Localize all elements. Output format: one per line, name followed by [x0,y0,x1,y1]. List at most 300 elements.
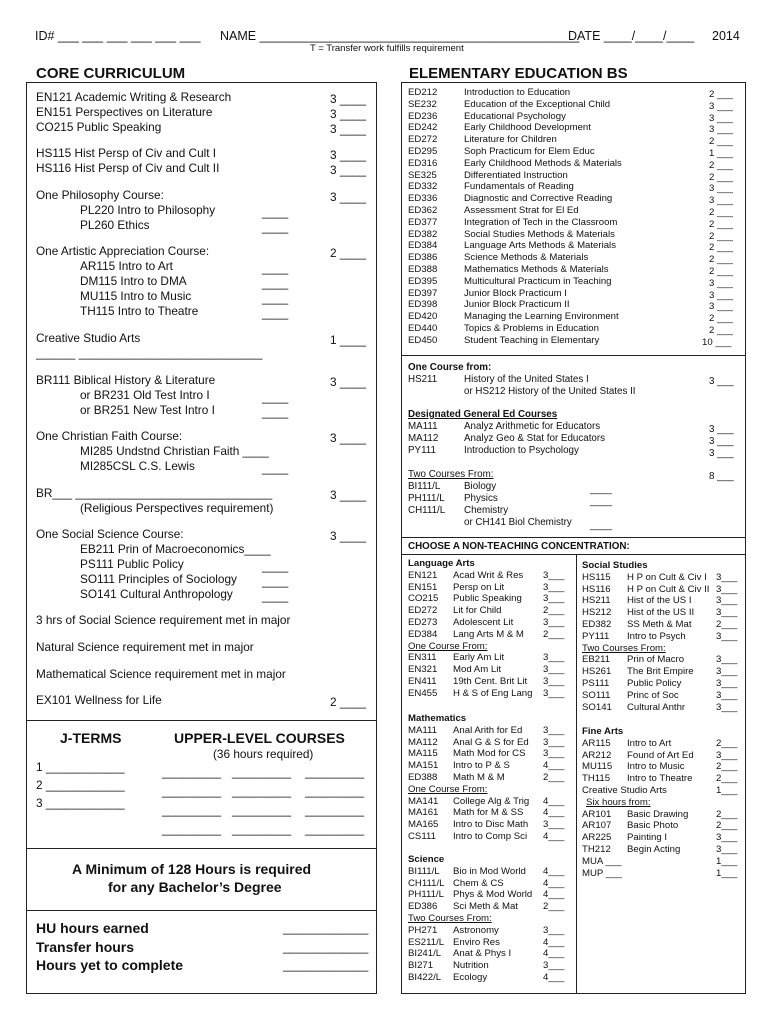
lang-code-3: ED272 [408,605,438,617]
minimum-line2: for any Bachelor’s Degree [108,879,282,895]
upper-blank-2-0[interactable]: _________ [162,803,222,817]
soc-name-4: SS Meth & Mat [627,619,692,630]
divider [401,554,746,555]
arts-name2-0: Basic Drawing [627,808,689,820]
desig-name-0: Analyz Arithmetic for Educators [464,421,601,432]
lang-hours-3[interactable]: 2___ [543,605,565,617]
elem-name-17: Junior Block Practicum I [464,287,567,299]
lang-hours-1[interactable]: 3___ [543,581,565,593]
lang-code-5: ED384 [408,628,438,640]
core-course-14: ______ ____________________________ [36,346,263,360]
math-code-0: MA111 [408,724,437,736]
desig-code-2: PY111 [408,445,436,456]
core-hours-26[interactable]: ____ [262,574,289,588]
core-course-10: DM115 Intro to DMA [80,274,187,288]
core-course-27: SO141 Cultural Anthropology [80,587,233,601]
sci-name-1: Chem & CS [453,877,504,889]
elem-name-21: Student Teaching in Elementary [464,334,600,346]
core-hours-12[interactable]: ____ [262,306,289,320]
core-hours-27[interactable]: ____ [262,589,289,603]
sci-hours-1[interactable]: 4___ [543,877,565,889]
core-course-5: One Philosophy Course: [36,188,164,202]
soc-code-3: HS212 [582,607,612,619]
elem-code-3: ED242 [408,122,438,134]
lang-hours2-1[interactable]: 3___ [543,664,565,676]
core-course-6: PL220 Intro to Philosophy [80,203,216,217]
arts-code2-2: AR225 [582,832,612,844]
arts-name-1: Found of Art Ed [627,749,694,761]
soc-name-3: Hist of the US II [627,607,695,619]
soc-code-2: HS211 [582,595,611,607]
sci-code2-4: BI422/L [408,972,442,983]
core-hours-15[interactable]: 3 ____ [330,375,367,389]
sci-name-2: Phys & Mod World [453,889,533,901]
core-course-19: MI285 Undstnd Christian Faith ____ [80,444,269,458]
math-code-1: MA112 [408,736,438,748]
sci-code-3: ED386 [408,901,438,913]
arts-from: Six hours from: [586,796,651,808]
column-divider [576,554,577,994]
one-course-head: One Course from: [408,362,492,373]
core-hours-2[interactable]: 3 ____ [330,122,367,136]
arts-code-1: AR212 [582,749,612,761]
elem-code-7: SE325 [408,169,437,181]
sci-name2-2: Anat & Phys I [453,948,512,960]
core-course-22: (Religious Perspectives requirement) [80,501,274,515]
desig-code-1: MA112 [408,433,439,444]
two-courses-hours[interactable]: 8 ___ [709,471,734,482]
upper-blank-0-0[interactable]: _________ [162,765,222,779]
lang-hours-5[interactable]: 2___ [543,628,565,640]
elem-hours-0[interactable]: 2 ___ [709,89,734,100]
core-course-30: Mathematical Science requirement met in major [36,667,286,681]
arts-hours2-5[interactable]: 1___ [716,867,738,879]
core-title: CORE CURRICULUM [36,65,186,82]
sci-head: Science [408,854,445,865]
lang-name-1: Persp on Lit [453,581,505,593]
elem-name-4: Literature for Children [464,134,557,146]
soc-code-4: ED382 [582,619,612,630]
core-hours-3[interactable]: 3 ____ [330,148,367,162]
soc-code2-0: EB211 [582,654,611,666]
upper-blank-3-1[interactable]: _________ [232,822,292,836]
elem-hours-12[interactable]: 2 ___ [709,230,734,242]
sci-hours2-4[interactable]: 4___ [543,972,565,983]
date-field[interactable]: DATE ____/____/____ [568,29,695,43]
elem-code-13: ED384 [408,240,438,252]
core-course-26: SO111 Principles of Sociology [80,572,237,586]
concentration-title: CHOOSE A NON-TEACHING CONCENTRATION: [408,541,630,552]
arts-code2-5: MUP ___ [582,867,622,879]
elem-hours-10[interactable]: 2 ___ [709,207,734,218]
arts-code-2: MU115 [582,761,613,773]
elem-hours-6[interactable]: 2 ___ [709,159,734,171]
core-hours-1[interactable]: 3 ____ [330,107,367,121]
minimum-line1: A Minimum of 128 Hours is required [72,861,312,877]
lang-hours-2[interactable]: 3___ [543,593,565,605]
lang-code2-3: EN455 [408,687,438,699]
arts-name2-1: Basic Photo [627,820,679,832]
core-hours-31[interactable]: 2 ____ [330,695,367,709]
math-hours-2[interactable]: 3___ [543,748,565,760]
arts-code-0: AR115 [582,737,611,749]
core-course-16: or BR231 Old Test Intro I [80,388,210,402]
math-name2-0: College Alg & Trig [453,795,530,807]
soc-hours-5[interactable]: 3___ [716,630,738,642]
arts-hours-2[interactable]: 2___ [716,761,738,773]
arts-code2-4: MUA ___ [582,855,622,867]
arts-hours2-0[interactable]: 2___ [716,808,738,820]
desig-name-1: Analyz Geo & Stat for Educators [464,433,606,444]
arts-code-3: TH115 [582,773,611,785]
sci-name2-1: Enviro Res [453,936,500,948]
upper-blank-2-2[interactable]: _________ [305,803,365,817]
core-course-18: One Christian Faith Course: [36,429,183,443]
soc-hours-2[interactable]: 3___ [716,595,738,607]
math-hours-0[interactable]: 3___ [543,724,565,736]
upper-blank-2-1[interactable]: _________ [232,803,292,817]
elem-hours-17[interactable]: 3 ___ [709,289,734,301]
hu-earned-blank[interactable]: _____________ [283,921,369,935]
transfer-hours-label: Transfer hours [36,939,135,955]
arts-creative: Creative Studio Arts [582,785,667,796]
hs211-code: HS211 [408,374,438,385]
soc-code2-3: SO111 [582,689,611,701]
elem-name-14: Science Methods & Materials [464,252,589,264]
core-course-25: PS111 Public Policy [80,557,184,571]
lang-code2-0: EN311 [408,652,437,664]
math-hours2-3[interactable]: 4___ [543,831,565,842]
elem-hours-11[interactable]: 2 ___ [709,218,734,230]
arts-name2-2: Painting I [627,832,668,844]
math-name2-2: Intro to Disc Math [453,819,529,831]
elem-code-12: ED382 [408,228,438,240]
two-courses-head: Two Courses From: [408,469,494,480]
soc-name-1: H P on Cult & Civ II [627,583,710,595]
core-course-31: EX101 Wellness for Life [36,693,162,707]
math-hours2-2[interactable]: 3___ [543,819,565,831]
upper-title: UPPER-LEVEL COURSES [174,730,345,746]
sci-hours-3[interactable]: 2___ [543,901,565,913]
elem-hours-20[interactable]: 2 ___ [709,325,734,336]
lang-code-0: EN121 [408,569,438,581]
elem-code-6: ED316 [408,157,438,169]
core-hours-9[interactable]: ____ [262,261,289,275]
hs211-name: History of the United States I [464,374,589,385]
core-hours-17[interactable]: ____ [262,405,289,419]
elem-name-8: Fundamentals of Reading [464,181,574,193]
elem-hours-7[interactable]: 2 ___ [709,171,734,183]
upper-blank-3-2[interactable]: _________ [305,822,365,836]
lang-name-5: Lang Arts M & M [453,628,524,640]
soc-head: Social Studies [582,560,648,571]
upper-blank-0-2[interactable]: _________ [305,765,365,779]
core-hours-25[interactable]: ____ [262,559,289,573]
sci-code-0: BI111/L [408,865,440,877]
arts-hours-3[interactable]: 2___ [716,773,738,785]
year-label: 2014 [712,29,740,43]
elem-hours-3[interactable]: 3 ___ [709,124,734,136]
upper-blank-1-2[interactable]: _________ [305,784,365,798]
lang-hours2-3[interactable]: 3___ [543,687,565,699]
divider [401,355,746,356]
sci-hours2-0[interactable]: 3___ [543,924,565,936]
soc-hours-1[interactable]: 3___ [716,583,738,595]
name-field[interactable]: NAME ______________________________________________ [220,29,580,43]
two-code-1: PH111/L [408,493,445,504]
sci-code-1: CH111/L [408,877,445,889]
core-course-15: BR111 Biblical History & Literature [36,373,216,387]
elem-name-20: Topics & Problems in Education [464,323,599,334]
core-hours-20[interactable]: ____ [262,461,289,475]
core-course-29: Natural Science requirement met in major [36,640,254,654]
core-course-23: One Social Science Course: [36,527,184,541]
lang-name-4: Adolescent Lit [453,617,514,628]
math-hours-4[interactable]: 2___ [543,772,565,783]
divider [26,848,377,849]
lang-name2-2: 19th Cent. Brit Lit [453,676,528,687]
upper-blank-1-0[interactable]: _________ [162,784,222,798]
id-field[interactable]: ID# ___ ___ ___ ___ ___ ___ [35,29,201,43]
lang-head: Language Arts [408,558,475,569]
elem-code-18: ED398 [408,299,438,311]
elem-hours-19[interactable]: 2 ___ [709,313,734,325]
desig-hours-0[interactable]: 3 ___ [709,424,734,435]
soc-hours2-1[interactable]: 3___ [716,666,738,678]
soc-hours2-2[interactable]: 3___ [716,678,738,689]
hs212-alt: or HS212 History of the United States II [464,386,636,397]
lang-hours-0[interactable]: 3___ [543,569,565,581]
math-code2-3: CS111 [408,831,436,842]
lang-hours2-0[interactable]: 3___ [543,652,565,664]
elem-name-16: Multicultural Practicum in Teaching [464,275,612,287]
soc-code-5: PY111 [582,630,610,642]
two-code-2: CH111/L [408,505,446,516]
desig-hours-2[interactable]: 3 ___ [709,448,734,459]
soc-hours-3[interactable]: 3___ [716,607,738,619]
soc-hours2-0[interactable]: 3___ [716,654,738,666]
arts-code2-3: TH212 [582,844,611,855]
soc-hours-4[interactable]: 2___ [716,619,738,630]
math-code2-2: MA165 [408,819,439,831]
core-hours-23[interactable]: 3 ____ [330,529,367,543]
transfer-note: T = Transfer work fulfills requirement [310,43,464,54]
sci-code2-2: BI241/L [408,948,442,960]
arts-name2-3: Begin Acting [627,844,681,855]
sci-code2-1: ES211/L [408,936,445,948]
upper-blank-0-1[interactable]: _________ [232,765,292,779]
sci-hours-0[interactable]: 4___ [543,865,565,877]
math-hours-3[interactable]: 4___ [543,760,565,772]
sci-name2-4: Ecology [453,972,488,983]
elem-name-3: Early Childhood Development [464,122,591,134]
core-course-7: PL260 Ethics [80,218,150,232]
elem-code-14: ED386 [408,252,438,264]
elem-code-15: ED388 [408,264,438,275]
elem-hours-5[interactable]: 1 ___ [709,148,734,159]
core-hours-10[interactable]: ____ [262,276,289,290]
sci-from: Two Courses From: [408,913,492,924]
arts-name-3: Intro to Theatre [627,773,693,785]
core-hours-21[interactable]: 3 ____ [330,488,367,502]
sci-code2-3: BI271 [408,960,434,972]
arts-hours2-1[interactable]: 2___ [716,820,738,832]
sci-hours2-1[interactable]: 4___ [543,936,565,948]
two-name-2: Chemistry [464,505,509,516]
core-course-28: 3 hrs of Social Science requirement met in major [36,613,291,627]
core-hours-18[interactable]: 3 ____ [330,431,367,445]
elem-name-9: Diagnostic and Corrective Reading [464,193,613,205]
arts-hours2-2[interactable]: 3___ [716,832,738,844]
elem-code-21: ED450 [408,334,438,346]
elem-hours-9[interactable]: 3 ___ [709,195,734,207]
elem-name-1: Education of the Exceptional Child [464,98,611,110]
two-code-0: BI111/L [408,481,441,492]
desig-hours-1[interactable]: 3 ___ [709,436,734,447]
lang-code2-1: EN321 [408,664,438,676]
math-hours2-1[interactable]: 4___ [543,807,565,819]
elem-name-0: Introduction to Education [464,87,571,98]
core-course-4: HS116 Hist Persp of Civ and Cult II [36,161,220,175]
core-hours-6[interactable]: ____ [262,205,289,219]
lang-name-2: Public Speaking [453,593,522,605]
desig-head: Designated General Ed Courses [408,409,558,420]
arts-hours2-4[interactable]: 1___ [716,855,738,867]
upper-blank-1-1[interactable]: _________ [232,784,292,798]
sci-hours-2[interactable]: 4___ [543,889,565,901]
math-code-2: MA115 [408,748,438,760]
core-course-12: TH115 Intro to Theatre [80,304,199,318]
math-hours2-0[interactable]: 4___ [543,795,565,807]
two-blank-1[interactable]: ____ [590,496,612,507]
math-name-3: Intro to P & S [453,760,510,772]
jterm-3[interactable]: 3 ____________ [36,796,125,810]
soc-code-1: HS116 [582,583,611,595]
math-name-2: Math Mod for CS [453,748,526,760]
core-hours-0[interactable]: 3 ____ [330,92,367,106]
elem-hours-18[interactable]: 3 ___ [709,301,734,313]
hs211-hours[interactable]: 3 ___ [709,376,734,387]
soc-name2-4: Cultural Anthr [627,701,686,713]
core-hours-11[interactable]: ____ [262,291,289,305]
core-course-13: Creative Studio Arts [36,331,141,345]
two-name-3: or CH141 Biol Chemistry [464,517,572,528]
lang-name-0: Acad Writ & Res [453,569,524,581]
elem-hours-1[interactable]: 3 ___ [709,100,734,112]
elem-hours-8[interactable]: 3 ___ [709,183,734,195]
soc-hours2-4[interactable]: 3___ [716,701,738,713]
two-name-0: Biology [464,481,497,492]
elem-hours-2[interactable]: 3 ___ [709,112,734,124]
elem-name-18: Junior Block Practicum II [464,299,570,311]
elem-hours-15[interactable]: 2 ___ [709,266,734,277]
hu-earned-label: HU hours earned [36,920,149,936]
arts-hours-1[interactable]: 3___ [716,749,738,761]
arts-code2-1: AR107 [582,820,612,832]
sci-hours2-3[interactable]: 3___ [543,960,565,972]
soc-hours-0[interactable]: 3___ [716,571,738,583]
two-blank-0[interactable]: ____ [590,484,612,495]
arts-hours2-3[interactable]: 3___ [716,844,738,855]
soc-name-0: H P on Cult & Civ I [627,571,707,583]
jterm-2[interactable]: 2 ____________ [36,778,125,792]
lang-name-3: Lit for Child [453,605,502,617]
hours-yet-blank[interactable]: _____________ [283,958,369,972]
math-hours-1[interactable]: 3___ [543,736,565,748]
core-hours-7[interactable]: ____ [262,220,289,234]
elem-name-11: Integration of Tech in the Classroom [464,216,618,228]
sci-name2-0: Astronomy [453,924,499,936]
lang-hours2-2[interactable]: 3___ [543,676,565,687]
elem-code-4: ED272 [408,134,438,146]
divider [26,910,377,911]
elem-hours-21[interactable]: 10 ___ [702,336,732,348]
soc-name2-2: Public Policy [627,678,682,689]
elem-code-5: ED295 [408,146,438,157]
lang-code-4: ED273 [408,617,438,628]
upper-blank-3-0[interactable]: _________ [162,822,222,836]
math-code2-1: MA161 [408,807,439,819]
core-course-21: BR___ ______________________________ [36,486,273,500]
desig-name-2: Introduction to Psychology [464,445,579,456]
soc-name-2: Hist of the US I [627,595,692,607]
elem-hours-16[interactable]: 3 ___ [709,277,734,289]
desig-code-0: MA111 [408,421,438,432]
elem-hours-13[interactable]: 2 ___ [709,242,734,254]
arts-head: Fine Arts [582,726,624,737]
transfer-hours-blank[interactable]: _____________ [283,940,369,954]
core-course-20: MI285CSL C.S. Lewis [80,459,195,473]
core-hours-4[interactable]: 3 ____ [330,163,367,177]
jterm-1[interactable]: 1 ____________ [36,760,125,774]
lang-code-2: CO215 [408,593,439,605]
elem-code-8: ED332 [408,181,438,193]
lang-code2-2: EN411 [408,676,437,687]
lang-from: One Course From: [408,640,488,652]
soc-name2-0: Prin of Macro [627,654,685,666]
sci-hours2-2[interactable]: 4___ [543,948,565,960]
elem-hours-4[interactable]: 2 ___ [709,136,734,148]
lang-hours-4[interactable]: 3___ [543,617,565,628]
core-hours-8[interactable]: 2 ____ [330,246,367,260]
core-course-0: EN121 Academic Writing & Research [36,90,232,104]
soc-hours2-3[interactable]: 3___ [716,689,738,701]
core-hours-16[interactable]: ____ [262,390,289,404]
elem-hours-14[interactable]: 2 ___ [709,254,734,266]
lang-name2-3: H & S of Eng Lang [453,687,533,699]
arts-hours-0[interactable]: 2___ [716,737,738,749]
arts-creative-hours[interactable]: 1___ [716,785,738,796]
two-name-1: Physics [464,493,498,504]
sci-code2-0: PH271 [408,924,438,936]
elem-title: ELEMENTARY EDUCATION BS [409,65,628,82]
lang-name2-1: Mod Am Lit [453,664,501,676]
core-hours-13[interactable]: 1 ____ [330,333,367,347]
math-name-0: Anal Arith for Ed [453,724,523,736]
lang-code-1: EN151 [408,581,438,593]
two-blank-3[interactable]: ____ [590,520,612,531]
sci-name2-3: Nutrition [453,960,489,972]
elem-code-10: ED362 [408,205,438,216]
elem-name-12: Social Studies Methods & Materials [464,228,615,240]
divider [26,720,377,721]
elem-name-6: Early Childhood Methods & Materials [464,157,622,169]
elem-code-11: ED377 [408,216,438,228]
elem-code-2: ED236 [408,110,438,122]
elem-code-19: ED420 [408,311,438,323]
core-hours-5[interactable]: 3 ____ [330,190,367,204]
divider [401,537,746,538]
